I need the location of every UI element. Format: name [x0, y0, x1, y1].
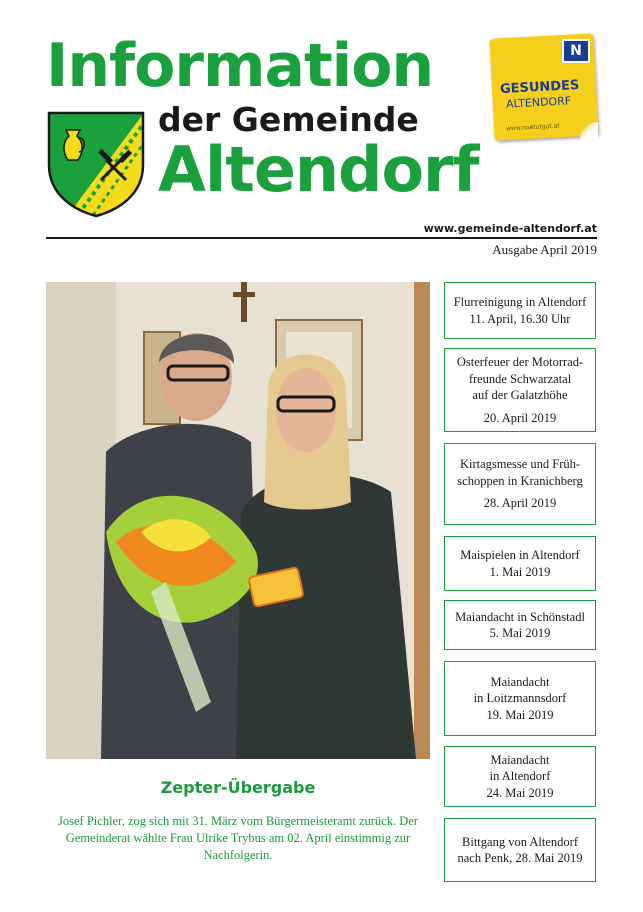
event-line: Bittgang von Altendorf — [462, 834, 578, 849]
sticker-url: www.noetutgut.at — [505, 122, 560, 133]
event-line: freunde Schwarzatal — [468, 371, 572, 386]
masthead-title: Information — [46, 31, 434, 101]
event-box — [444, 348, 596, 432]
event-date: 20. April 2019 — [483, 410, 557, 425]
event-box — [444, 746, 596, 807]
event-line: in Loitzmannsdorf — [473, 691, 567, 706]
sticker-line-1: GESUNDES — [499, 77, 580, 98]
masthead-divider — [46, 237, 597, 239]
event-box — [444, 818, 596, 882]
event-line: nach Penk, 28. Mai 2019 — [457, 851, 583, 865]
event-box — [444, 282, 596, 339]
event-line: in Altendorf — [489, 769, 551, 784]
website-url[interactable]: www.gemeinde-altendorf.at — [423, 222, 597, 235]
event-line: 5. Mai 2019 — [489, 626, 551, 640]
event-box — [444, 661, 596, 736]
coat-of-arms-icon — [46, 110, 146, 218]
event-line: Kirtagsmesse und Früh- — [459, 457, 581, 472]
event-line: Flurreinigung in Altendorf — [453, 295, 587, 309]
article-title: Zepter-Übergabe — [160, 778, 316, 797]
issue-label: Ausgabe April 2019 — [492, 242, 597, 257]
event-line: Maiandacht — [490, 674, 550, 689]
noe-logo-icon: N — [562, 39, 590, 63]
event-date: 28. April 2019 — [483, 496, 557, 511]
event-line: 24. Mai 2019 — [486, 785, 554, 800]
event-line: 1. Mai 2019 — [489, 564, 551, 579]
masthead-municipality: Altendorf — [158, 133, 479, 206]
event-line: 11. April, 16.30 Uhr — [469, 311, 571, 326]
sticker-line-2: ALTENDORF — [505, 94, 572, 111]
event-box — [444, 600, 596, 650]
event-line: 19. Mai 2019 — [486, 707, 554, 722]
event-line: Maiandacht — [490, 752, 550, 767]
event-box — [444, 443, 596, 525]
masthead-subtitle: der Gemeinde — [158, 100, 419, 139]
event-box — [444, 536, 596, 591]
event-line: Osterfeuer der Motorrad- — [456, 355, 584, 369]
event-line: Maiandacht in Schönstadl — [455, 609, 585, 624]
event-line: auf der Galatzhöhe — [472, 388, 568, 402]
event-line: schoppen in Kranichberg — [457, 473, 583, 488]
event-line: Maispielen in Altendorf — [460, 548, 580, 562]
handover-photo — [46, 282, 430, 759]
gesundes-altendorf-sticker — [492, 36, 596, 138]
article-text: Josef Pichler, zog sich mit 31. März vom Bürgermeisteramt zurück. Der Gemeinderat wählte Frau Ulrike Trybus am 02. April einstimmig zur Nachfolgerin. — [58, 814, 418, 862]
